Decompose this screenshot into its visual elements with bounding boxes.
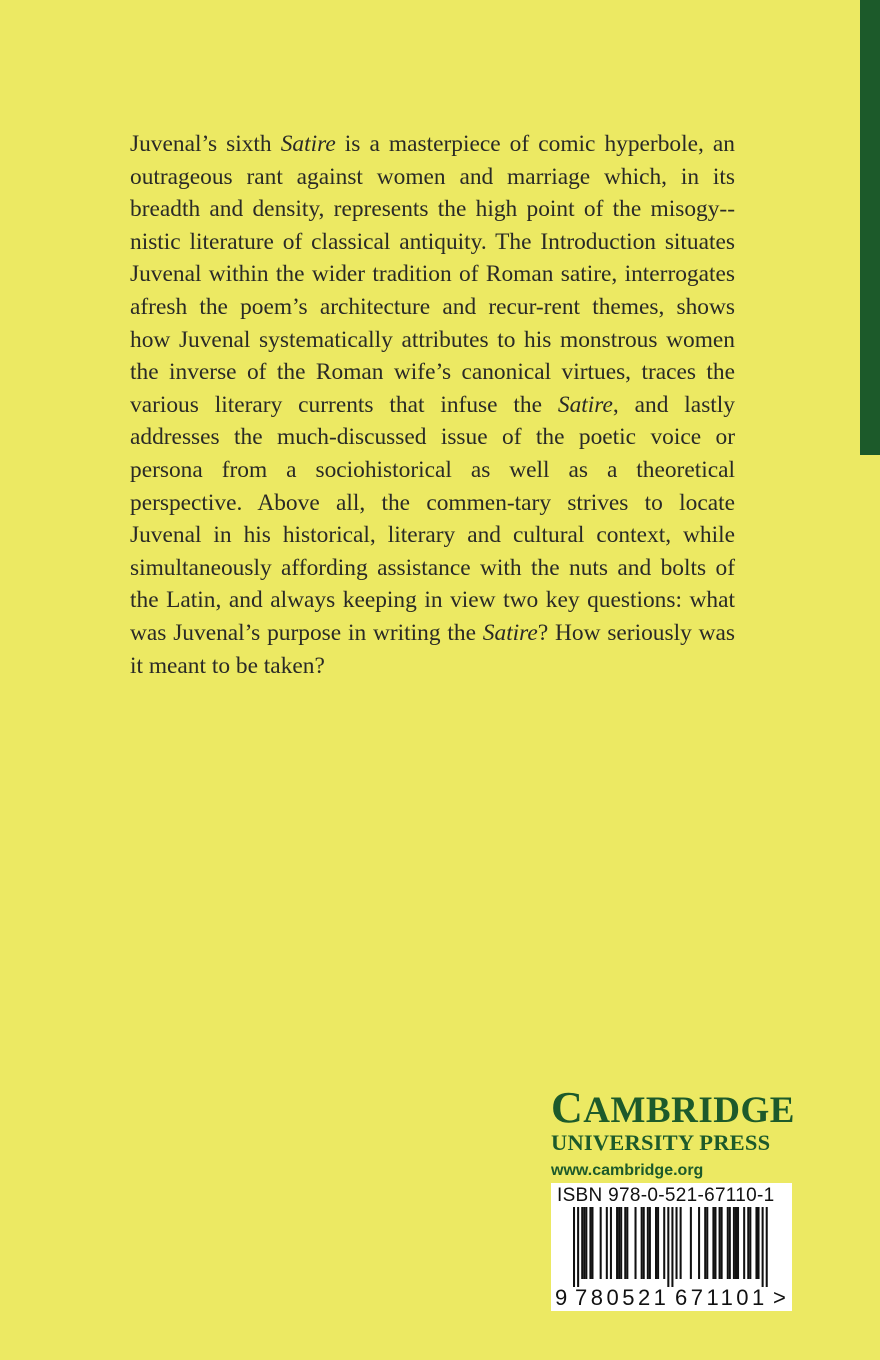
barcode-quiet-mark: > — [773, 1285, 786, 1310]
barcode-bar — [635, 1207, 637, 1279]
barcode-bar — [655, 1207, 657, 1279]
barcode-bar — [573, 1207, 575, 1287]
barcode-bar — [676, 1207, 678, 1279]
barcode-bar — [657, 1207, 659, 1279]
barcode-bar — [616, 1207, 618, 1279]
barcode-bar — [749, 1207, 751, 1279]
barcode-bar — [620, 1207, 622, 1279]
barcode-bar — [755, 1207, 757, 1279]
barcode-bar — [690, 1207, 692, 1279]
satire-title-italic: Satire — [557, 391, 613, 418]
barcode-bar — [706, 1207, 708, 1279]
barcode-bar — [626, 1207, 628, 1279]
barcode-digits-right: 671101 — [675, 1285, 768, 1310]
publisher-subtitle: UNIVERSITY PRESS — [551, 1130, 771, 1155]
barcode-bar — [647, 1207, 649, 1279]
barcode-digits — [551, 1285, 792, 1309]
barcode-bar — [762, 1207, 764, 1287]
barcode-bar — [606, 1207, 608, 1279]
barcode-bar — [714, 1207, 716, 1279]
barcode-digits-left: 780521 — [575, 1285, 670, 1310]
barcode-bar — [704, 1207, 706, 1279]
barcode-bar — [624, 1207, 626, 1279]
barcode-bar — [680, 1207, 682, 1279]
barcode-bar — [667, 1207, 669, 1287]
barcode-bar — [589, 1207, 591, 1279]
isbn-label: ISBN 978-0-521-67110-1 — [557, 1185, 775, 1206]
satire-title-italic: Satire — [482, 619, 538, 646]
publisher-url[interactable]: www.cambridge.org — [551, 1162, 704, 1179]
barcode-bar — [747, 1207, 749, 1279]
barcode-bar — [663, 1207, 665, 1279]
barcode-bar — [737, 1207, 739, 1279]
barcode-bar — [643, 1207, 645, 1279]
barcode-bars — [551, 1207, 792, 1287]
barcode-bar — [600, 1207, 602, 1279]
publisher-name: CAMBRIDGE — [551, 1083, 795, 1132]
barcode-bar — [610, 1207, 612, 1279]
satire-title-italic: Satire — [280, 131, 336, 157]
barcode-bar — [735, 1207, 737, 1279]
barcode-bar — [766, 1207, 768, 1287]
barcode-bar — [719, 1207, 721, 1279]
barcode-bar — [721, 1207, 723, 1279]
blurb-text: is a masterpiece of comic hyperbole, an outrageous rant against women and marriage which, in its breadth and density, represents the high point of the misogy-nistic literature of classical antiquity. The Introduction situates Juvenal within the wider tradition of Roman satire, interrogates afresh the poem’s architecture and recur-rent themes, shows how Juvenal systematically attributes to his monstrous women the inverse of the Roman wife’s canonical virtues, traces the various literary currents that infuse the — [130, 131, 735, 418]
barcode-bar — [585, 1207, 587, 1279]
barcode-bar — [729, 1207, 731, 1279]
barcode-bar — [671, 1207, 673, 1287]
blurb-text: Juvenal’s sixth — [130, 131, 281, 157]
blurb-text: , and lastly addresses the much-discussed issue of the poetic voice or persona from a sociohistorical as well as a theoretical perspective. Above all, the commen-tary strives to locate Juvenal in his historical, literary and cultural context, while simultaneously affording assistance with the nuts and bolts of the Latin, and always keeping in view two key questions: what was Juvenal’s purpose in writing the — [130, 391, 735, 646]
barcode-bar — [698, 1207, 700, 1279]
barcode-bar — [712, 1207, 714, 1279]
publisher-imprint — [551, 1083, 796, 1181]
barcode-bar — [581, 1207, 583, 1279]
barcode-bar — [758, 1207, 760, 1279]
blurb-text: ? How seriously was it meant to be taken? — [130, 619, 735, 679]
isbn-barcode — [551, 1183, 792, 1311]
back-cover-blurb — [130, 128, 735, 682]
barcode-bar — [649, 1207, 651, 1279]
barcode-bar — [618, 1207, 620, 1279]
barcode-bar — [591, 1207, 593, 1279]
spine-color-bar — [860, 0, 880, 455]
barcode-bar — [641, 1207, 643, 1279]
barcode-bar — [577, 1207, 579, 1287]
barcode-bar — [733, 1207, 735, 1279]
barcode-bar — [743, 1207, 745, 1279]
blurb-paragraph — [130, 128, 735, 682]
barcode-bar — [583, 1207, 585, 1279]
barcode-digit-first: 9 — [555, 1285, 568, 1310]
barcode-bar — [727, 1207, 729, 1279]
